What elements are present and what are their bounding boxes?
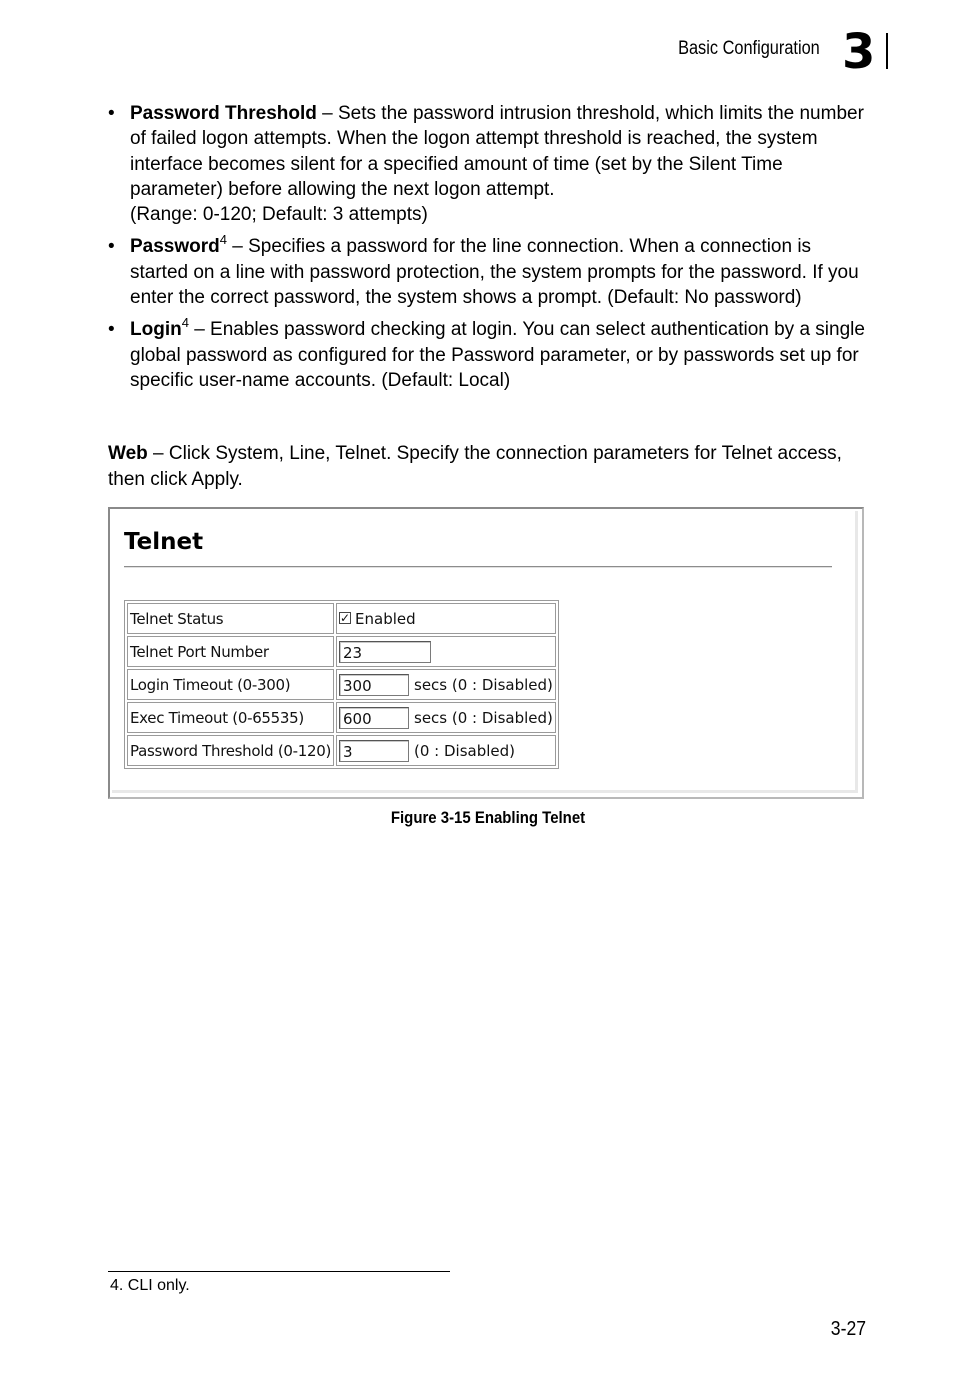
list-item-password — [108, 234, 868, 310]
description: – Sets the password intrusion threshold, which limits the number of failed logon attempts. When the logon attempt threshold is reached, the system interface becomes silent for a specified amount of time (set by the Silent Time parameter) before allowing the next logon attempt. — [130, 103, 864, 200]
unit-hint: secs (0 : Disabled) — [414, 675, 553, 694]
password-threshold-input[interactable]: 3 — [339, 740, 409, 762]
header-title: Basic Configuration — [678, 38, 820, 59]
chapter-number: 3 — [842, 24, 876, 80]
parameter-list — [108, 101, 868, 400]
range-note: (Range: 0-120; Default: 3 attempts) — [130, 204, 428, 226]
footnote: 4. CLI only. — [110, 1277, 190, 1294]
table-row — [127, 669, 556, 700]
footnote-ref[interactable]: 4 — [181, 315, 189, 331]
web-instructions — [108, 441, 868, 493]
telnet-screenshot — [108, 507, 864, 799]
term: Login — [130, 319, 182, 341]
port-cell — [336, 636, 556, 667]
row-label: Telnet Port Number — [127, 636, 334, 667]
description: – Specifies a password for the line connection. When a connection is started on a line with password protection, the system prompts for the password. If you enter the correct password, the system shows a prompt. (Default: No password) — [130, 236, 859, 309]
chapter-rule — [886, 33, 888, 69]
list-item-login — [108, 317, 868, 393]
row-label: Exec Timeout (0-65535) — [127, 702, 334, 733]
unit-hint: (0 : Disabled) — [414, 741, 516, 760]
term: Password Threshold — [130, 103, 317, 124]
page-title: Telnet — [124, 529, 204, 555]
table-row — [127, 702, 556, 733]
description: – Enables password checking at login. You can select authentication by a single global password as configured for the Password parameter, or by passwords set up for specific user-name accounts. (Default: Local) — [130, 319, 865, 391]
footnote-divider — [108, 1271, 450, 1272]
telnet-port-input[interactable]: 23 — [339, 641, 431, 663]
table-row — [127, 636, 556, 667]
unit-hint: secs (0 : Disabled) — [414, 708, 553, 727]
description: – Click System, Line, Telnet. Specify the connection parameters for Telnet access, then click Apply. — [108, 443, 842, 490]
row-label: Telnet Status — [127, 603, 334, 634]
term: Password — [130, 236, 220, 258]
telnet-enabled-checkbox[interactable]: ✓ — [340, 611, 351, 625]
table-row — [127, 735, 556, 766]
table-row — [127, 603, 556, 634]
exec-timeout-cell — [336, 702, 556, 733]
figure-caption: Figure 3-15 Enabling Telnet — [390, 808, 586, 827]
bullet-dot: • — [108, 319, 115, 341]
row-label: Password Threshold (0-120) — [127, 735, 334, 766]
telnet-settings-table — [124, 600, 559, 769]
bullet-dot: • — [108, 236, 115, 258]
login-timeout-cell — [336, 669, 556, 700]
title-divider-shadow — [124, 567, 832, 568]
exec-timeout-input[interactable]: 600 — [339, 707, 409, 729]
footnote-ref[interactable]: 4 — [219, 232, 227, 248]
checkbox-label: Enabled — [355, 609, 416, 628]
bullet-dot: • — [108, 103, 115, 124]
telnet-status-cell — [336, 603, 556, 634]
threshold-cell — [336, 735, 556, 766]
term: Web — [108, 443, 148, 464]
list-item-password-threshold — [108, 101, 868, 227]
page-number: 3-27 — [830, 1318, 866, 1340]
login-timeout-input[interactable]: 300 — [339, 674, 409, 696]
row-label: Login Timeout (0-300) — [127, 669, 334, 700]
